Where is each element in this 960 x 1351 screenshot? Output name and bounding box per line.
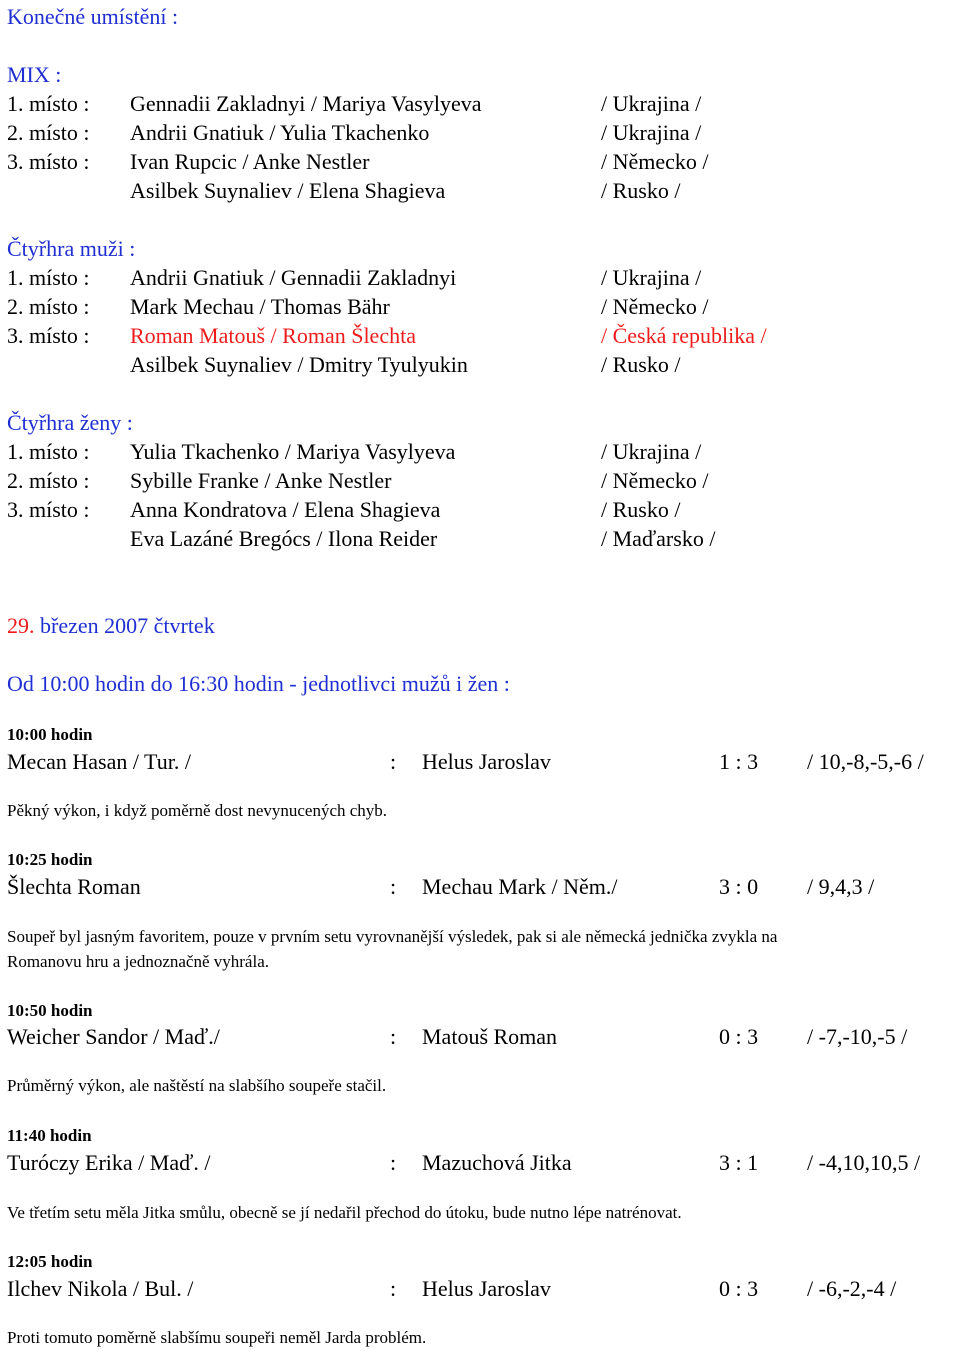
match-player2: Helus Jaroslav <box>422 749 551 774</box>
player-names: Sybille Franke / Anke Nestler <box>130 468 392 493</box>
date-line <box>7 613 215 639</box>
match-player1: Mecan Hasan / Tur. / <box>7 749 191 774</box>
match-sets: / -7,-10,-5 / <box>807 1024 908 1049</box>
match-score: 3 : 1 <box>719 1150 759 1175</box>
section-heading-mens-doubles: Čtyřhra muži : <box>7 236 136 261</box>
place-label: 1. místo : <box>7 91 90 116</box>
match-separator: : <box>390 1024 397 1049</box>
match-sets: / -4,10,10,5 / <box>807 1150 921 1175</box>
match-player2: Mechau Mark / Něm./ <box>422 874 618 899</box>
match-comment: Romanovu hru a jednoznačně vyhrála. <box>7 952 269 971</box>
match-sets: / 9,4,3 / <box>807 874 875 899</box>
match-player1: Ilchev Nikola / Bul. / <box>7 1276 194 1301</box>
match-score: 1 : 3 <box>719 749 759 774</box>
player-names: Yulia Tkachenko / Mariya Vasylyeva <box>130 439 456 464</box>
country: / Ukrajina / <box>601 120 702 145</box>
player-names: Mark Mechau / Thomas Bähr <box>130 294 390 319</box>
date-day: 29. <box>7 613 35 638</box>
section-heading-mix: MIX : <box>7 62 62 87</box>
match-time: 10:50 hodin <box>7 1001 93 1020</box>
country: / Rusko / <box>601 352 681 377</box>
country: / Německo / <box>601 294 709 319</box>
match-score: 0 : 3 <box>719 1276 759 1301</box>
match-sets: / -6,-2,-4 / <box>807 1276 897 1301</box>
country: / Ukrajina / <box>601 91 702 116</box>
match-player2: Mazuchová Jitka <box>422 1150 572 1175</box>
match-separator: : <box>390 749 397 774</box>
player-names: Ivan Rupcic / Anke Nestler <box>130 149 370 174</box>
place-label: 1. místo : <box>7 265 90 290</box>
match-comment: Pěkný výkon, i když poměrně dost nevynucených chyb. <box>7 801 388 820</box>
section-heading-womens-doubles: Čtyřhra ženy : <box>7 410 133 435</box>
place-label: 3. místo : <box>7 323 90 348</box>
player-names: Andrii Gnatiuk / Yulia Tkachenko <box>130 120 430 145</box>
player-names: Gennadii Zakladnyi / Mariya Vasylyeva <box>130 91 482 116</box>
match-player1: Weicher Sandor / Maď./ <box>7 1024 220 1049</box>
player-names: Eva Lazáné Bregócs / Ilona Reider <box>130 526 438 551</box>
match-separator: : <box>390 1150 397 1175</box>
match-separator: : <box>390 1276 397 1301</box>
place-label: 1. místo : <box>7 439 90 464</box>
country: / Rusko / <box>601 178 681 203</box>
player-names: Andrii Gnatiuk / Gennadii Zakladnyi <box>130 265 457 290</box>
place-label: 2. místo : <box>7 120 90 145</box>
country: / Maďarsko / <box>601 526 716 551</box>
match-player1: Šlechta Roman <box>7 874 141 899</box>
schedule-heading: Od 10:00 hodin do 16:30 hodin - jednotlivci mužů i žen : <box>7 671 510 696</box>
match-player1: Turóczy Erika / Maď. / <box>7 1150 211 1175</box>
match-comment: Ve třetím setu měla Jitka smůlu, obecně se jí nedařil přechod do útoku, bude nutno lépe natrénovat. <box>7 1203 682 1222</box>
match-time: 12:05 hodin <box>7 1252 93 1271</box>
match-separator: : <box>390 874 397 899</box>
country-highlighted: / Česká republika / <box>601 323 767 348</box>
match-comment: Průměrný výkon, ale naštěstí na slabšího soupeře stačil. <box>7 1076 387 1095</box>
date-rest: březen 2007 čtvrtek <box>40 613 215 638</box>
match-score: 3 : 0 <box>719 874 759 899</box>
match-player2: Matouš Roman <box>422 1024 558 1049</box>
country: / Německo / <box>601 468 709 493</box>
country: / Německo / <box>601 149 709 174</box>
place-label: 2. místo : <box>7 294 90 319</box>
match-time: 11:40 hodin <box>7 1126 92 1145</box>
player-names: Asilbek Suynaliev / Elena Shagieva <box>130 178 446 203</box>
match-score: 0 : 3 <box>719 1024 759 1049</box>
match-comment: Soupeř byl jasným favoritem, pouze v prvním setu vyrovnanější výsledek, pak si ale německá jednička zvykla na <box>7 927 778 946</box>
match-time: 10:25 hodin <box>7 850 93 869</box>
player-names: Asilbek Suynaliev / Dmitry Tyulyukin <box>130 352 468 377</box>
player-names: Anna Kondratova / Elena Shagieva <box>130 497 441 522</box>
match-player2: Helus Jaroslav <box>422 1276 551 1301</box>
page-title: Konečné umístění : <box>7 4 179 29</box>
player-names-highlighted: Roman Matouš / Roman Šlechta <box>130 323 416 348</box>
country: / Ukrajina / <box>601 265 702 290</box>
place-label: 3. místo : <box>7 149 90 174</box>
place-label: 2. místo : <box>7 468 90 493</box>
match-comment: Proti tomuto poměrně slabšímu soupeři neměl Jarda problém. <box>7 1328 427 1347</box>
country: / Rusko / <box>601 497 681 522</box>
country: / Ukrajina / <box>601 439 702 464</box>
match-time: 10:00 hodin <box>7 725 93 744</box>
place-label: 3. místo : <box>7 497 90 522</box>
match-sets: / 10,-8,-5,-6 / <box>807 749 924 774</box>
